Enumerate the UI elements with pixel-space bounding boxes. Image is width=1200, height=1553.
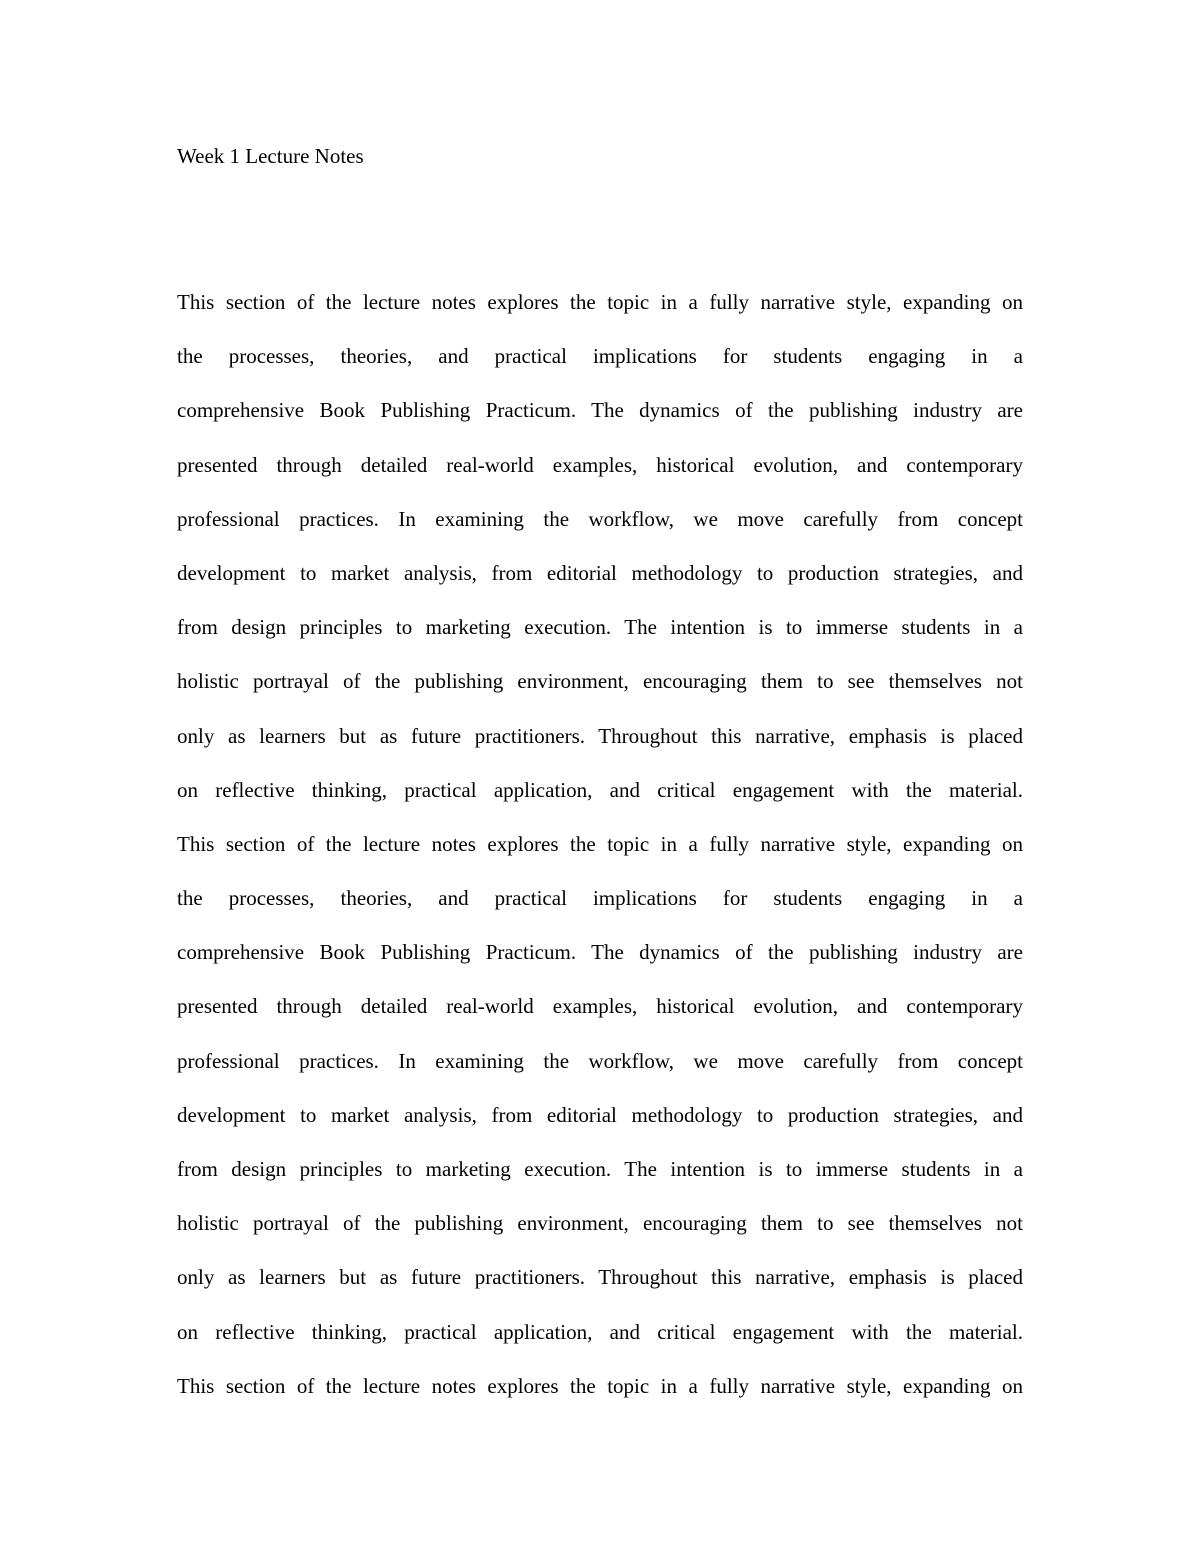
text-line: the processes, theories, and practical implications for students engaging in a [177,344,1023,369]
text-line: from design principles to marketing execution. The intention is to immerse students in a [177,615,1023,640]
text-line: professional practices. In examining the workflow, we move carefully from concept [177,506,1023,531]
text-line: only as learners but as future practitioners. Throughout this narrative, emphasis is placed [177,1265,1023,1290]
text-line: from design principles to marketing execution. The intention is to immerse students in a [177,1157,1023,1181]
text-line: on reflective thinking, practical application, and critical engagement with the material. [177,1319,1023,1344]
text-line: presented through detailed real-world examples, historical evolution, and contemporary [177,452,1023,477]
text-line: comprehensive Book Publishing Practicum. The dynamics of the publishing industry are [177,398,1023,423]
text-line: development to market analysis, from editorial methodology to production strategies, and [177,560,1023,585]
page-title: Week 1 Lecture Notes [177,144,364,168]
text-line: only as learners but as future practitioners. Throughout this narrative, emphasis is placed [177,723,1023,748]
text-line: professional practices. In examining the workflow, we move carefully from concept [177,1048,1023,1073]
text-line: on reflective thinking, practical application, and critical engagement with the material. [177,777,1023,802]
text-line: holistic portrayal of the publishing environment, encouraging them to see themselves not [177,1211,1023,1236]
text-line: development to market analysis, from editorial methodology to production strategies, and [177,1102,1023,1127]
text-line: holistic portrayal of the publishing environment, encouraging them to see themselves not [177,669,1023,694]
text-line: This section of the lecture notes explores the topic in a fully narrative style, expanding on [177,831,1023,856]
body-paragraph [177,288,1023,1426]
text-line: This section of the lecture notes explores the topic in a fully narrative style, expanding on [177,1373,1023,1398]
text-line: comprehensive Book Publishing Practicum. The dynamics of the publishing industry are [177,940,1023,965]
text-line: presented through detailed real-world examples, historical evolution, and contemporary [177,994,1023,1019]
text-line: the processes, theories, and practical implications for students engaging in a [177,886,1023,911]
text-line: This section of the lecture notes explores the topic in a fully narrative style, expanding on [177,290,1023,314]
